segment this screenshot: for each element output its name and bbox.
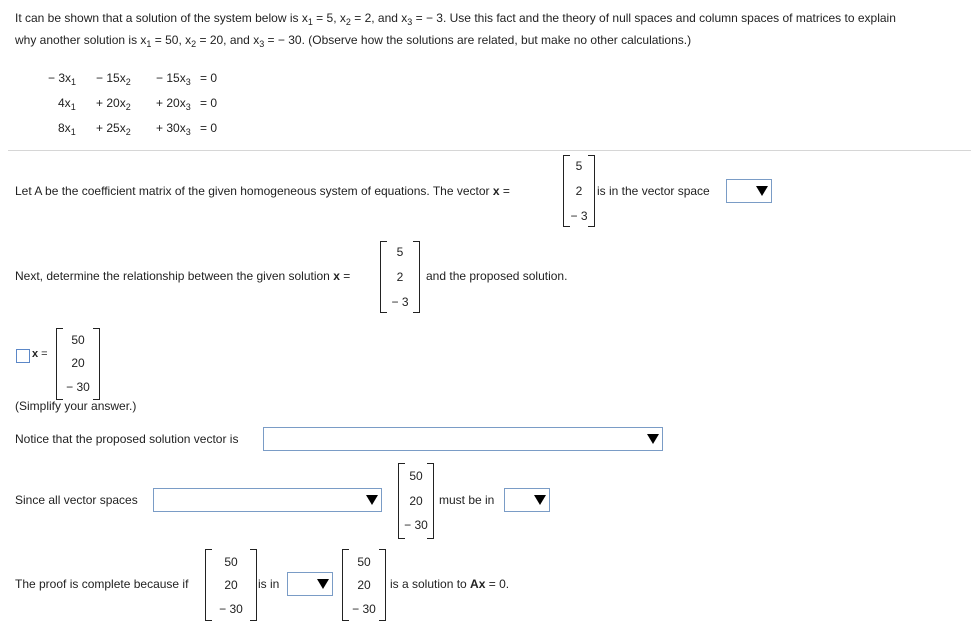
proposed-solution-vector: 50 20 − 30	[56, 328, 100, 400]
chevron-down-icon	[317, 579, 329, 589]
chevron-down-icon	[647, 434, 659, 444]
q2-text: Next, determine the relationship between the given solution x =	[15, 269, 351, 283]
proposed-solution-vector: 50 20 − 30	[205, 549, 257, 621]
q5-text-tail: must be in	[439, 493, 495, 507]
q3-x-label: x =	[32, 348, 48, 360]
simplify-hint: (Simplify your answer.)	[15, 399, 137, 413]
proposed-solution-dropdown[interactable]	[263, 427, 663, 451]
q4-text: Notice that the proposed solution vector is	[15, 432, 239, 446]
q1-text: Let A be the coefficient matrix of the given homogeneous system of equations. The vector x =	[15, 184, 510, 198]
vector-space-dropdown[interactable]	[726, 179, 772, 203]
q6-text: The proof is complete because if	[15, 577, 189, 591]
q2-text-tail: and the proposed solution.	[426, 269, 568, 283]
problem-statement-line-1: It can be shown that a solution of the system below is $x_1 = 5$, $x_2 = 2$, and $x_3$ = − 3. Use this fact and the theory of null spaces and column spaces of matrices to explain	[15, 11, 896, 27]
linear-system	[48, 65, 217, 140]
must-be-in-dropdown[interactable]	[504, 488, 550, 512]
q6-text-is-in: is in	[258, 577, 280, 591]
chevron-down-icon	[756, 186, 768, 196]
chevron-down-icon	[534, 495, 546, 505]
proof-dropdown[interactable]	[287, 572, 333, 596]
system-row: − $3x_1$ − $15x_2$ − $15x_3$ = 0	[48, 70, 218, 87]
proposed-solution-vector: 50 20 − 30	[398, 463, 434, 539]
vector-spaces-dropdown[interactable]	[153, 488, 382, 512]
q1-text-tail: is in the vector space	[597, 184, 710, 198]
scalar-answer-input[interactable]	[16, 349, 30, 363]
q5-text: Since all vector spaces	[15, 493, 138, 507]
system-row: $8x_1$ + $25x_2$ + $30x_3$ = 0	[58, 120, 218, 137]
given-solution-vector: 5 2 − 3	[380, 241, 420, 313]
proposed-solution-vector: 50 20 − 30	[342, 549, 386, 621]
problem-statement-line-2: why another solution is $x_1 = 50$, $x_2 = 20$, and $x_3$ = − 30. (Observe how the solutions are related, but make no other calculations.)	[15, 33, 692, 49]
solution-vector: 5 2 − 3	[563, 155, 595, 227]
section-divider	[8, 150, 971, 151]
q6-text-tail: is a solution to Ax = 0.	[390, 577, 510, 591]
chevron-down-icon	[366, 495, 378, 505]
system-row: $4x_1$ + $20x_2$ + $20x_3$ = 0	[58, 95, 218, 112]
